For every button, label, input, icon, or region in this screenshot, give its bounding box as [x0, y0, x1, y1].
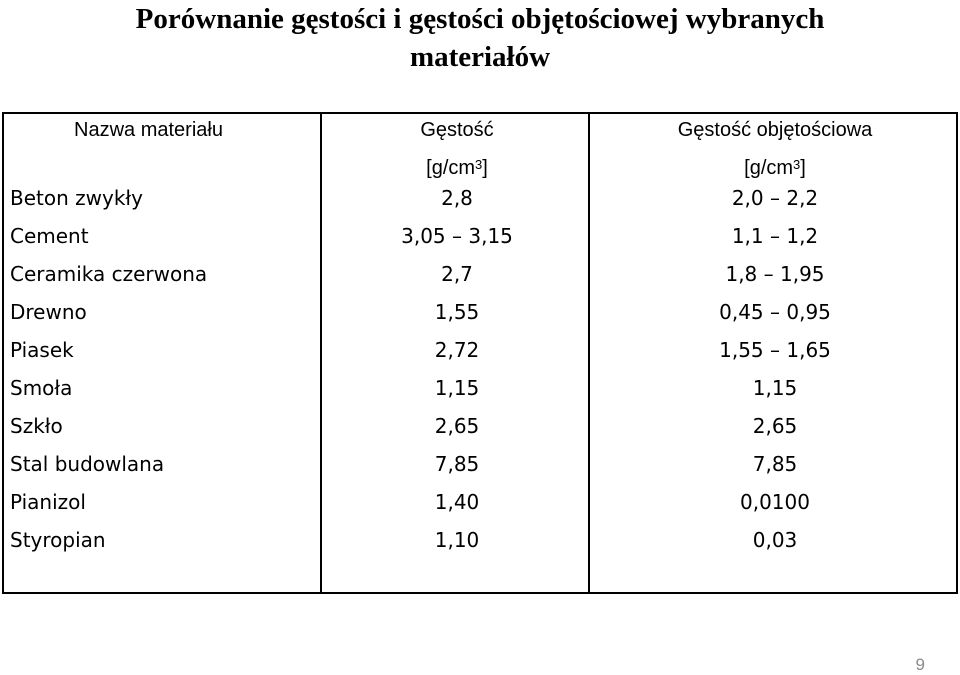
unit-exponent: 3: [475, 157, 483, 172]
row-density: 1,10: [434, 528, 480, 552]
unit-suffix: ]: [482, 157, 488, 179]
row-bulk-density: 2,65: [752, 414, 798, 438]
row-density: 1,15: [434, 376, 480, 400]
row-bulk-density: 1,15: [752, 376, 798, 400]
header-bulk-density: Gęstość objętościowa: [677, 119, 873, 141]
page-number: 9: [915, 655, 925, 674]
row-density: 2,72: [434, 338, 480, 362]
unit-exponent: 3: [793, 157, 801, 172]
row-density: 1,40: [434, 490, 480, 514]
header-density-unit: [324, 156, 590, 180]
row-name: Pianizol: [10, 490, 86, 514]
row-density: 1,55: [434, 300, 480, 324]
row-density: 2,8: [441, 186, 473, 210]
row-bulk-density: 7,85: [752, 452, 798, 476]
row-name: Szkło: [10, 414, 63, 438]
header-density: Gęstość: [420, 119, 494, 141]
row-bulk-density: 0,0100: [740, 490, 810, 514]
row-name: Piasek: [10, 338, 74, 362]
unit-suffix: ]: [800, 157, 806, 179]
row-name: Styropian: [10, 528, 106, 552]
materials-table: [2, 112, 958, 594]
row-bulk-density: 1,8 – 1,95: [725, 262, 825, 286]
column-divider-1: [320, 114, 322, 592]
row-name: Ceramika czerwona: [10, 262, 208, 286]
slide-title-line-2: materiałów: [409, 41, 551, 73]
header-name: Nazwa materiału: [74, 119, 223, 141]
row-name: Stal budowlana: [10, 452, 165, 476]
row-bulk-density: 1,1 – 1,2: [731, 224, 819, 248]
row-density: 2,7: [441, 262, 473, 286]
row-bulk-density: 1,55 – 1,65: [719, 338, 831, 362]
row-bulk-density: 2,0 – 2,2: [731, 186, 819, 210]
row-density: 7,85: [434, 452, 480, 476]
row-name: Drewno: [10, 300, 87, 324]
unit-prefix: [g/cm: [426, 157, 476, 179]
row-bulk-density: 0,45 – 0,95: [719, 300, 831, 324]
row-density: 2,65: [434, 414, 480, 438]
row-name: Cement: [10, 224, 89, 248]
unit-prefix: [g/cm: [744, 157, 794, 179]
row-name: Smoła: [10, 376, 73, 400]
slide-title-line-1: Porównanie gęstości i gęstości objętościowej wybranych: [135, 3, 825, 35]
row-bulk-density: 0,03: [752, 528, 798, 552]
row-name: Beton zwykły: [10, 186, 143, 210]
header-bulk-density-unit: [592, 156, 958, 180]
slide-title: [0, 0, 960, 76]
row-density: 3,05 – 3,15: [401, 224, 513, 248]
